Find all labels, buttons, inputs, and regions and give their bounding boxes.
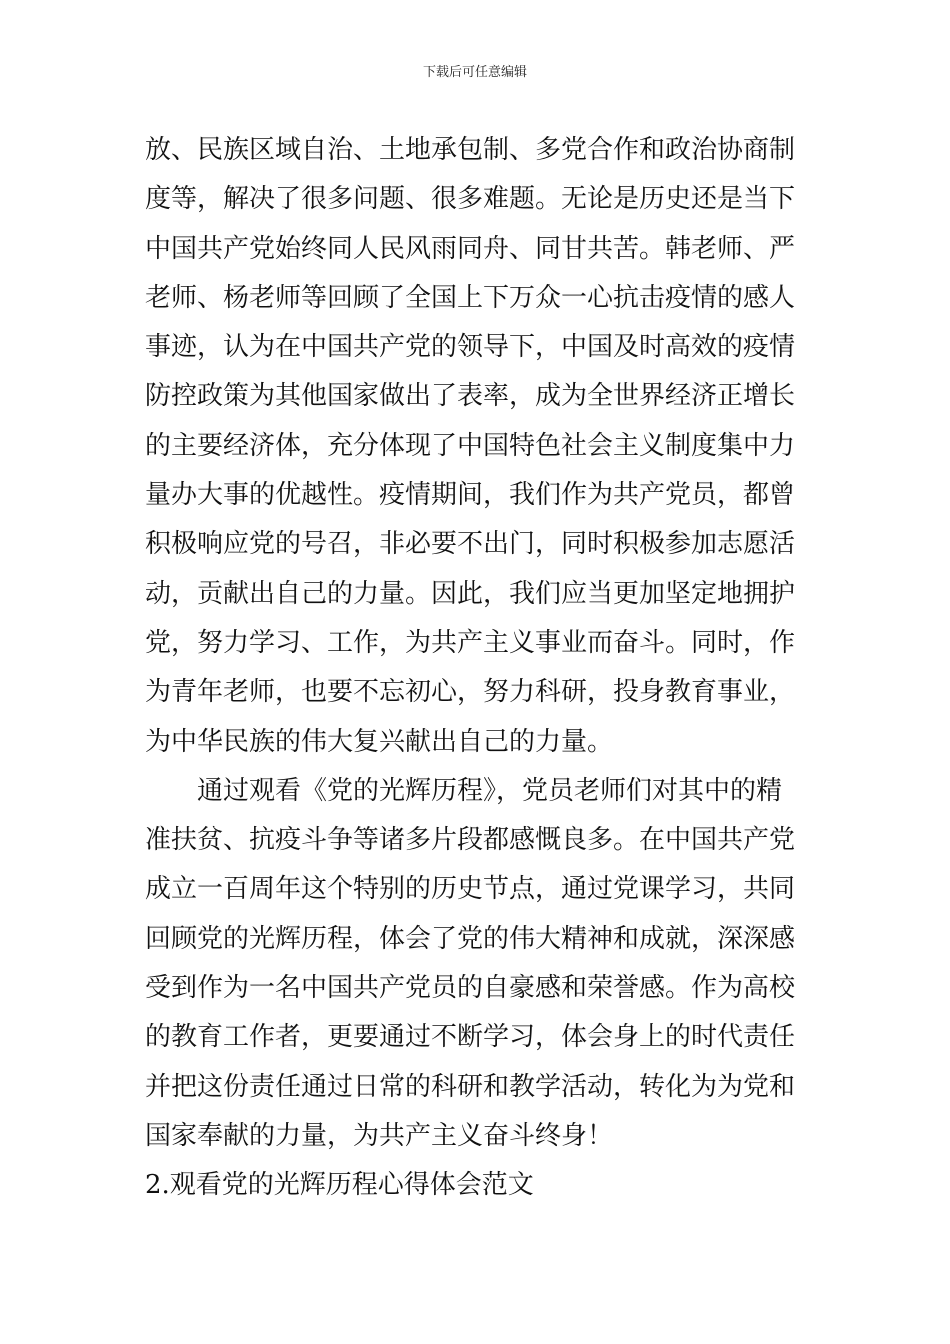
text-line: 国家奉献的力量，为共产主义奋斗终身！ [145, 1120, 614, 1151]
text-line: 防控政策为其他国家做出了表率，成为全世界经济正增长 [145, 381, 796, 412]
text-line: 量办大事的优越性。疫情期间，我们作为共产党员，都曾 [145, 480, 796, 511]
text-line: 放、民族区域自治、土地承包制、多党合作和政治协商制 [145, 135, 796, 165]
text-line: 事迹，认为在中国共产党的领导下，中国及时高效的疫情 [145, 332, 796, 363]
text-line: 的教育工作者，更要通过不断学习，体会身上的时代责任 [145, 1022, 796, 1053]
text-line: 为中华民族的伟大复兴献出自己的力量。 [145, 726, 614, 757]
text-line: 动，贡献出自己的力量。因此，我们应当更加坚定地拥护 [145, 578, 796, 609]
section-heading: 2.观看党的光辉历程心得体会范文 [145, 1170, 534, 1201]
text-line: 回顾党的光辉历程，体会了党的伟大精神和成就，深深感 [145, 923, 796, 954]
text-line: 老师、杨老师等回顾了全国上下万众一心抗击疫情的感人 [145, 282, 796, 313]
text-line: 党，努力学习、工作，为共产主义事业而奋斗。同时，作 [145, 627, 796, 658]
page-header-note: 下载后可任意编辑 [422, 65, 527, 80]
text-line: 度等，解决了很多问题、很多难题。无论是历史还是当下 [145, 184, 796, 215]
text-line: 并把这份责任通过日常的科研和教学活动，转化为为党和 [145, 1071, 796, 1102]
text-line: 为青年老师，也要不忘初心，努力科研，投身教育事业， [145, 677, 796, 708]
text-line: 成立一百周年这个特别的历史节点，通过党课学习，共同 [145, 874, 796, 905]
text-line: 中国共产党始终同人民风雨同舟、同甘共苦。韩老师、严 [145, 233, 796, 264]
text-line: 受到作为一名中国共产党员的自豪感和荣誉感。作为高校 [145, 973, 796, 1004]
document-body [145, 126, 810, 1211]
paragraph-start-line: 通过观看《党的光辉历程》，党员老师们对其中的精 [197, 775, 783, 806]
text-line: 的主要经济体，充分体现了中国特色社会主义制度集中力 [145, 430, 796, 461]
text-line: 准扶贫、抗疫斗争等诸多片段都感慨良多。在中国共产党 [145, 825, 796, 856]
text-line: 积极响应党的号召，非必要不出门，同时积极参加志愿活 [145, 529, 796, 560]
